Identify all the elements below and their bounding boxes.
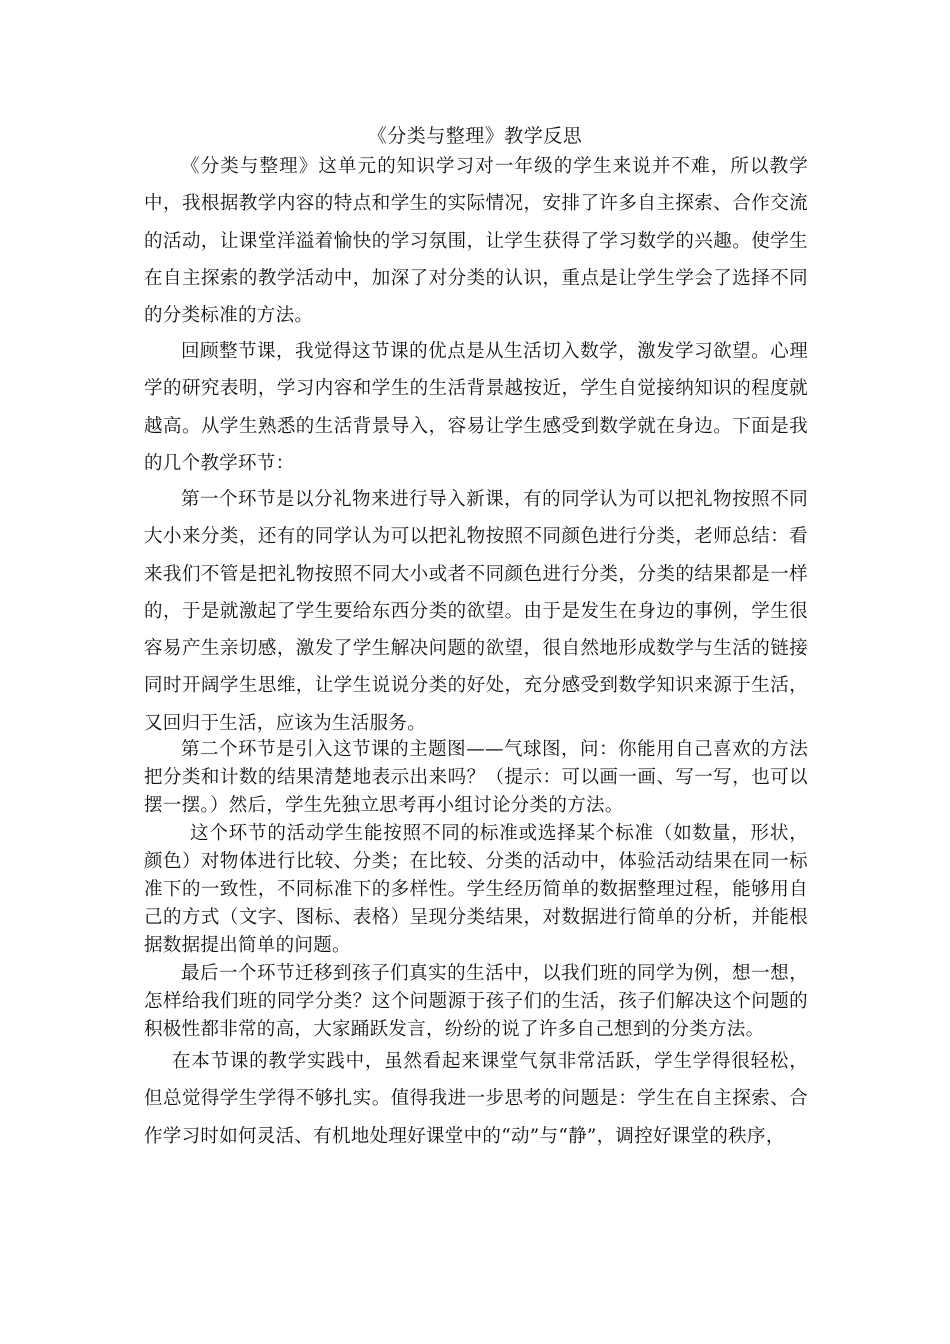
paragraph-second-step: 第二个环节是引入这节课的主题图——气球图，问：你能用自己喜欢的方法把分类和计数的结果清楚地表示出来吗？（提示：可以画一画、写一写，也可以摆一摆。）然后，学生先独立思考再小组讨论分类的方法。 (144, 739, 808, 816)
paragraph-review: 回顾整节课，我觉得这节课的优点是从生活切入数学，激发学习欲望。心理学的研究表明，学习内容和学生的生活背景越按近，学生自觉接纳知识的程度就越高。从学生熟悉的生活背景导入，容易让学生感受到数学就在身边。下面是我的几个教学环节： (144, 341, 808, 474)
paragraph-first-step: 第一个环节是以分礼物来进行导入新课，有的同学认为可以把礼物按照不同大小来分类，还有的同学认为可以把礼物按照不同颜色进行分类，老师总结：看来我们不管是把礼物按照不同大小或者不同颜色进行分类，分类的结果都是一样的，于是就激起了学生要给东西分类的欲望。由于是发生在身边的事例，学生很容易产生亲切感，激发了学生解决问题的欲望，很自然地形成数学与生活的链接同时开阔学生思维，让学生说说分类的好处，充分感受到数学知识来源于生活，又回归于生活，应该为生活服务。 (144, 489, 808, 734)
paragraph-last-step: 最后一个环节迁移到孩子们真实的生活中，以我们班的同学为例，想一想，怎样给我们班的同学分类？这个问题源于孩子们的生活，孩子们解决这个问题的积极性都非常的高，大家踊跃发言，纷纷的说了许多自己想到的分类方法。 (144, 963, 808, 1040)
paragraph-reflection: 在本节课的教学实践中，虽然看起来课堂气氛非常活跃，学生学得很轻松，但总觉得学生学得不够扎实。值得我进一步思考的问题是：学生在自主探索、合作学习时如何灵活、有机地处理好课堂中的“动”与“静”，调控好课堂的秩序， (144, 1051, 808, 1147)
paragraph-intro: 《分类与整理》这单元的知识学习对一年级的学生来说并不难，所以教学中，我根据教学内容的特点和学生的实际情况，安排了许多自主探索、合作交流的活动，让课堂洋溢着愉快的学习氛围，让学生获得了学习数学的兴趣。使学生在自主探索的教学活动中，加深了对分类的认识，重点是让学生学会了选择不同的分类标准的方法。 (144, 156, 808, 327)
document-title: 《分类与整理》教学反思 (367, 125, 583, 147)
paragraph-activity: 这个环节的活动学生能按照不同的标准或选择某个标准（如数量，形状，颜色）对物体进行比较、分类；在比较、分类的活动中，体验活动结果在同一标准下的一致性，不同标准下的多样性。学生经历简单的数据整理过程，能够用自己的方式（文字、图标、表格）呈现分类结果，对数据进行简单的分析，并能根据数据提出简单的问题。 (144, 823, 808, 956)
